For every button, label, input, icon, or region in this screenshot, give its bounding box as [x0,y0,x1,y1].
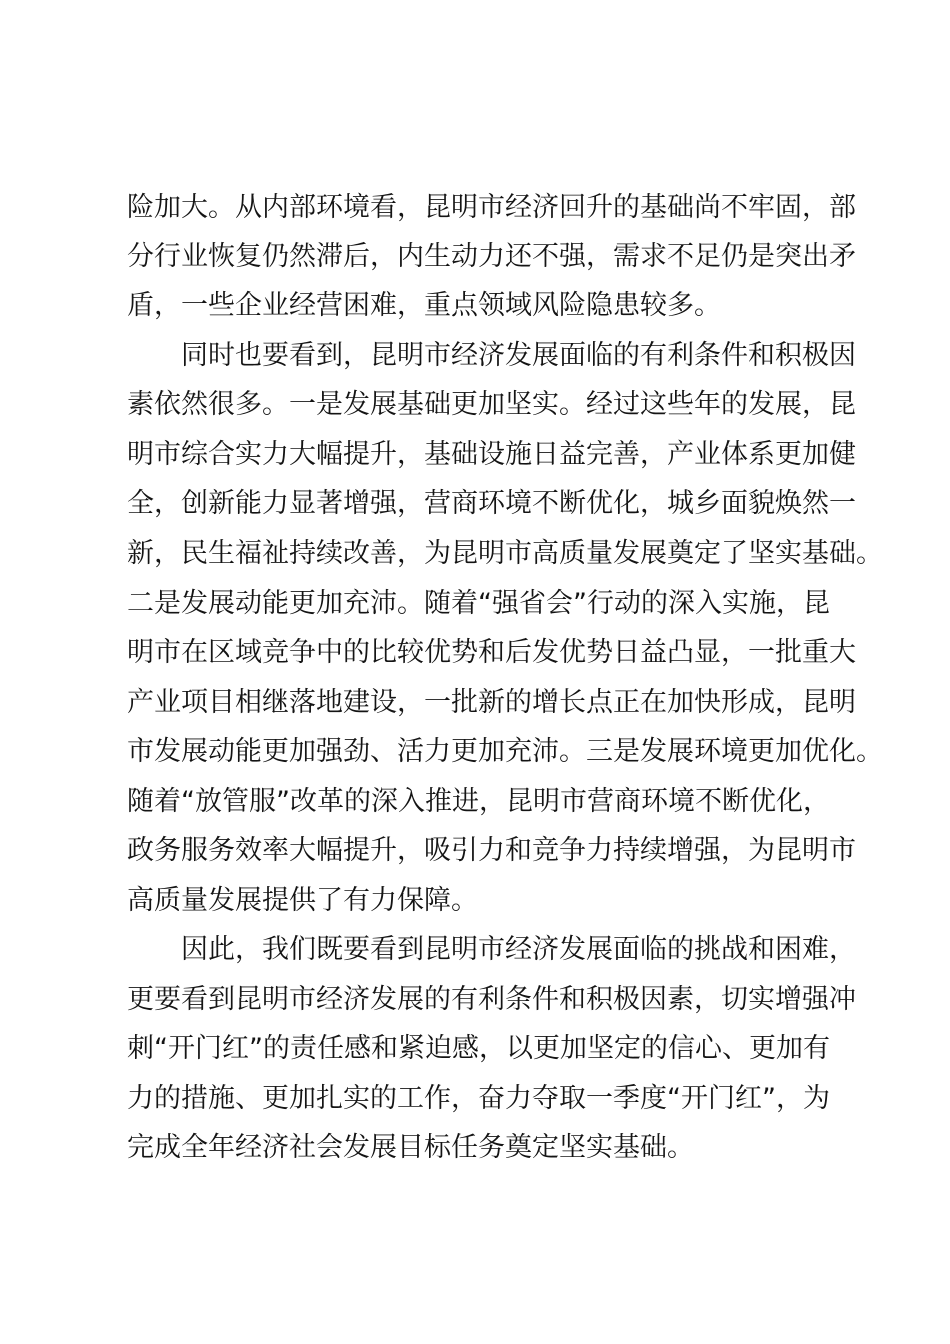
text-line: 完成全年经济社会发展目标任务奠定坚实基础。 [127,1132,694,1163]
text-line: 素依然很多。一是发展基础更加坚实。经过这些年的发展，昆 [127,389,856,420]
paragraph-first-line: 同时也要看到，昆明市经济发展面临的有利条件和积极因 [181,340,856,371]
text-line: 新，民生福祉持续改善，为昆明市高质量发展奠定了坚实基础。 [127,538,883,569]
text-line: 随着“放管服”改革的深入推进，昆明市营商环境不断优化， [127,786,830,817]
text-line: 险加大。从内部环境看，昆明市经济回升的基础尚不牢固，部 [127,192,856,223]
text-line: 市发展动能更加强劲、活力更加充沛。三是发展环境更加优化。 [127,736,883,767]
text-line: 更要看到昆明市经济发展的有利条件和积极因素，切实增强冲 [127,984,856,1015]
text-line: 明市综合实力大幅提升，基础设施日益完善，产业体系更加健 [127,439,856,470]
text-line: 政务服务效率大幅提升，吸引力和竞争力持续增强，为昆明市 [127,835,856,866]
text-line: 力的措施、更加扎实的工作，奋力夺取一季度“开门红”，为 [127,1083,830,1114]
text-line: 分行业恢复仍然滞后，内生动力还不强，需求不足仍是突出矛 [127,241,856,272]
text-line: 刺“开门红”的责任感和紧迫感，以更加坚定的信心、更加有 [127,1033,830,1064]
text-line: 明市在区域竞争中的比较优势和后发优势日益凸显，一批重大 [127,637,856,668]
text-line: 盾，一些企业经营困难，重点领域风险隐患较多。 [127,290,721,321]
paragraph-first-line: 因此，我们既要看到昆明市经济发展面临的挑战和困难， [181,934,856,965]
text-line: 二是发展动能更加充沛。随着“强省会”行动的深入实施，昆 [127,588,830,619]
text-line: 产业项目相继落地建设，一批新的增长点正在加快形成，昆明 [127,687,856,718]
text-line: 全，创新能力显著增强，营商环境不断优化，城乡面貌焕然一 [127,488,856,519]
text-line: 高质量发展提供了有力保障。 [127,885,478,916]
